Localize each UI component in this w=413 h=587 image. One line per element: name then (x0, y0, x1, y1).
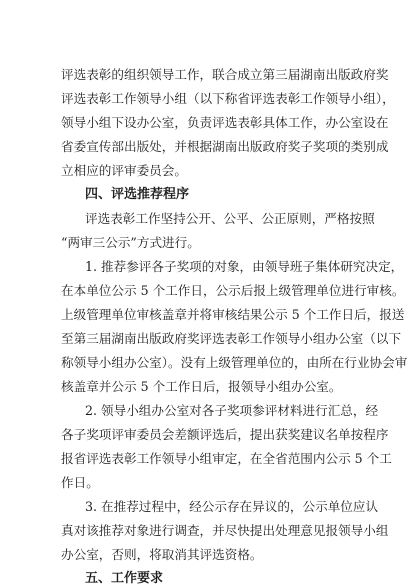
body-line: 称领导小组办公室）。没有上级管理单位的，由所在行业协会审 (61, 355, 408, 370)
body-line: 评选表彰工作领导小组（以下称省评选表彰工作领导小组）， (61, 91, 395, 106)
body-line: 立相应的评审委员会。 (61, 163, 187, 178)
section-heading: 五、工作要求 (85, 571, 164, 586)
body-line: 在本单位公示 5 个工作日，公示后报上级管理单位进行审核。 (61, 283, 405, 298)
body-line: 3. 在推荐过程中，经公示存在异议的，公示单位应认 (85, 499, 379, 514)
section-heading: 四、评选推荐程序 (85, 187, 190, 202)
body-line: 各子奖项评审委员会差额评选后，提出获奖建议名单按程序 (61, 427, 389, 442)
body-line: 评选表彰的组织领导工作，联合成立第三届湖南出版政府奖 (61, 67, 389, 82)
body-line: 核盖章并公示 5 个工作日后，报领导小组办公室。 (61, 379, 342, 394)
body-line: 真对该推荐对象进行调查，并尽快提出处理意见报领导小组 (61, 523, 389, 538)
body-line: 1. 推荐参评各子奖项的对象，由领导班子集体研究决定， (85, 259, 404, 274)
body-line: 上级管理单位审核盖章并将审核结果公示 5 个工作日后，报送 (61, 307, 405, 322)
body-line: 报省评选表彰工作领导小组审定，在全省范围内公示 5 个工 (61, 451, 392, 466)
body-line: 领导小组下设办公室，负责评选表彰具体工作，办公室设在 (61, 115, 389, 130)
body-line: 2. 领导小组办公室对各子奖项参评材料进行汇总，经 (85, 403, 379, 418)
body-line: 评选表彰工作坚持公开、公平、公正原则，严格按照 (85, 211, 375, 226)
body-line: 省委宣传部出版处，并根据湖南出版政府奖子奖项的类别成 (61, 139, 389, 154)
body-line: 至第三届湖南出版政府奖评选表彰工作领导小组办公室（以下 (61, 331, 402, 346)
body-line: “两审三公示”方式进行。 (61, 235, 200, 250)
body-line: 作日。 (61, 475, 99, 490)
body-line: 办公室，否则，将取消其评选资格。 (61, 547, 263, 562)
